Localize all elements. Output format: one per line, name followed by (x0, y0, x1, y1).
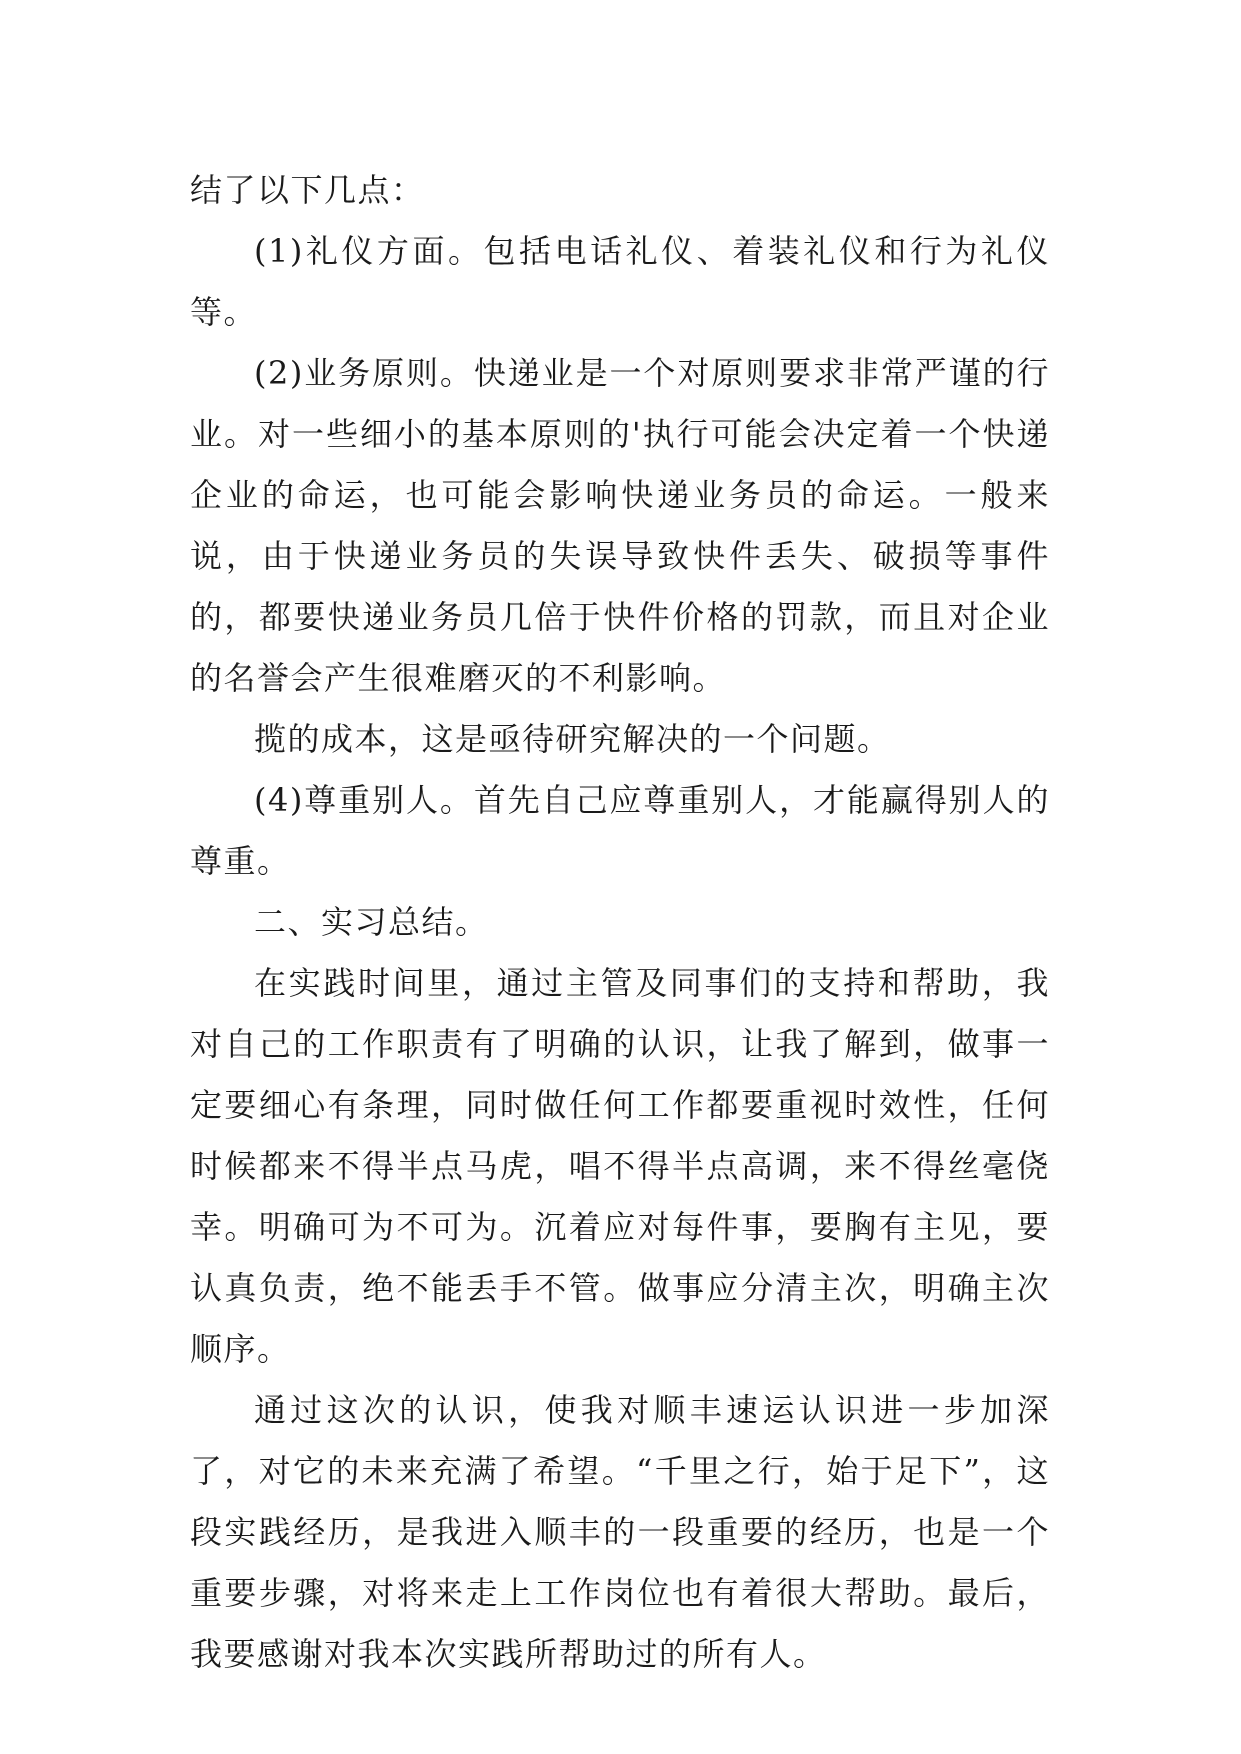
paragraph-business-principles: (2)业务原则。快递业是一个对原则要求非常严谨的行业。对一些细小的基本原则的'执行可能会决定着一个快递企业的命运，也可能会影响快递业务员的命运。一般来说，由于快递业务员的失误导致快件丢失、破损等事件的，都要快递业务员几倍于快件价格的罚款，而且对企业的名誉会产生很难磨灭的不利影响。 (190, 354, 1050, 697)
document-body (190, 160, 1050, 1685)
section-heading-internship-summary: 二、实习总结。 (254, 903, 489, 941)
paragraph-collection-cost: 揽的成本，这是亟待研究解决的一个问题。 (254, 720, 891, 758)
paragraph-closing-thanks: 通过这次的认识，使我对顺丰速运认识进一步加深了，对它的未来充满了希望。“千里之行，始于足下”，这段实践经历，是我进入顺丰的一段重要的经历，也是一个重要步骤，对将来走上工作岗位也有着很大帮助。最后，我要感谢对我本次实践所帮助过的所有人。 (190, 1391, 1050, 1673)
paragraph-practice-reflection: 在实践时间里，通过主管及同事们的支持和帮助，我对自己的工作职责有了明确的认识，让我了解到，做事一定要细心有条理，同时做任何工作都要重视时效性，任何时候都来不得半点马虎，唱不得半点高调，来不得丝毫侥幸。明确可为不可为。沉着应对每件事，要胸有主见，要认真负责，绝不能丢手不管。做事应分清主次，明确主次顺序。 (190, 964, 1050, 1368)
paragraph-intro-line: 结了以下几点： (190, 171, 425, 209)
paragraph-etiquette: (1)礼仪方面。包括电话礼仪、着装礼仪和行为礼仪等。 (190, 232, 1050, 331)
paragraph-respect-others: (4)尊重别人。首先自己应尊重别人，才能赢得别人的尊重。 (190, 781, 1050, 880)
